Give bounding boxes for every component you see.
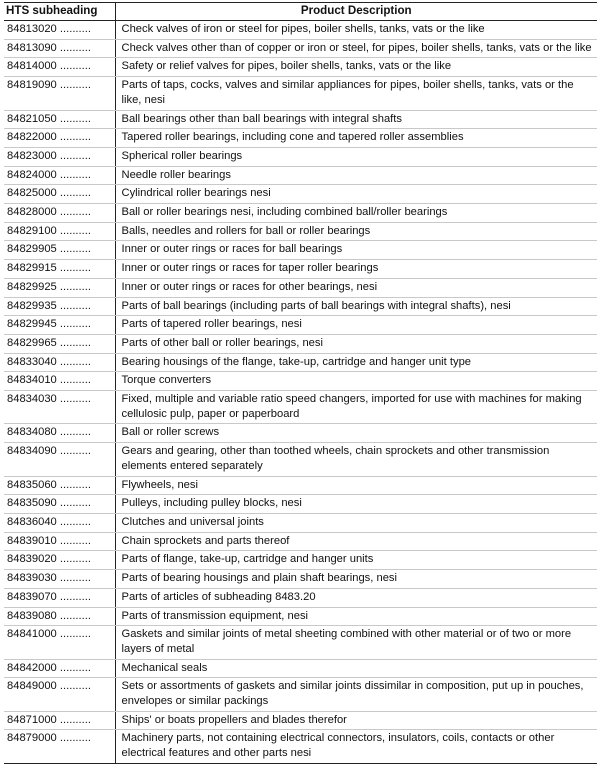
hts-code-cell: 84829945 .......... (4, 316, 115, 335)
product-description-cell: Check valves of iron or steel for pipes, boiler shells, tanks, vats or the like (115, 21, 597, 40)
table-row (4, 147, 597, 166)
product-description-cell: Inner or outer rings or races for ball bearings (115, 241, 597, 260)
hts-code-cell: 84825000 .......... (4, 185, 115, 204)
product-description-cell: Parts of articles of subheading 8483.20 (115, 588, 597, 607)
hts-code-cell: 84824000 .......... (4, 166, 115, 185)
hts-code-cell: 84828000 .......... (4, 204, 115, 223)
table-row (4, 129, 597, 148)
table-body (4, 21, 597, 764)
product-description-cell: Cylindrical roller bearings nesi (115, 185, 597, 204)
hts-code-cell: 84835090 .......... (4, 495, 115, 514)
product-description-cell: Check valves other than of copper or iron or steel, for pipes, boiler shells, tanks, vats or the like (115, 39, 597, 58)
hts-code-cell: 84813020 .......... (4, 21, 115, 40)
product-description-cell: Gaskets and similar joints of metal sheeting combined with other material or of two or more layers of metal (115, 626, 597, 659)
hts-table (4, 2, 597, 764)
product-description-cell: Spherical roller bearings (115, 147, 597, 166)
table-row (4, 77, 597, 110)
column-header-hts-subheading: HTS subheading (4, 3, 115, 21)
hts-code-cell: 84834090 .......... (4, 443, 115, 476)
hts-code-cell: 84823000 .......... (4, 147, 115, 166)
table-row (4, 607, 597, 626)
table-row (4, 659, 597, 678)
hts-code-cell: 84835060 .......... (4, 476, 115, 495)
table-row (4, 551, 597, 570)
product-description-cell: Parts of other ball or roller bearings, nesi (115, 334, 597, 353)
hts-code-cell: 84841000 .......... (4, 626, 115, 659)
table-row (4, 513, 597, 532)
table-row (4, 730, 597, 763)
product-description-cell: Bearing housings of the flange, take-up, cartridge and hanger unit type (115, 353, 597, 372)
table-row (4, 222, 597, 241)
product-description-cell: Ball or roller bearings nesi, including combined ball/roller bearings (115, 204, 597, 223)
product-description-cell: Parts of bearing housings and plain shaft bearings, nesi (115, 570, 597, 589)
hts-code-cell: 84871000 .......... (4, 711, 115, 730)
product-description-cell: Pulleys, including pulley blocks, nesi (115, 495, 597, 514)
table-row (4, 532, 597, 551)
product-description-cell: Ball or roller screws (115, 424, 597, 443)
table-row (4, 278, 597, 297)
product-description-cell: Balls, needles and rollers for ball or roller bearings (115, 222, 597, 241)
product-description-cell: Parts of tapered roller bearings, nesi (115, 316, 597, 335)
product-description-cell: Inner or outer rings or races for other bearings, nesi (115, 278, 597, 297)
product-description-cell: Fixed, multiple and variable ratio speed changers, imported for use with machines for making cellulosic pulp, paper or paperboard (115, 391, 597, 424)
product-description-cell: Mechanical seals (115, 659, 597, 678)
table-row (4, 21, 597, 40)
table-row (4, 166, 597, 185)
hts-code-cell: 84849000 .......... (4, 678, 115, 711)
table-row (4, 476, 597, 495)
hts-code-cell: 84839020 .......... (4, 551, 115, 570)
hts-code-cell: 84829905 .......... (4, 241, 115, 260)
table-header (4, 3, 597, 21)
hts-code-cell: 84829925 .......... (4, 278, 115, 297)
table-row (4, 260, 597, 279)
product-description-cell: Safety or relief valves for pipes, boiler shells, tanks, vats or the like (115, 58, 597, 77)
product-description-cell: Torque converters (115, 372, 597, 391)
table-row (4, 588, 597, 607)
table-row (4, 316, 597, 335)
hts-code-cell: 84829915 .......... (4, 260, 115, 279)
table-row (4, 185, 597, 204)
hts-code-cell: 84839080 .......... (4, 607, 115, 626)
table-row (4, 297, 597, 316)
hts-code-cell: 84822000 .......... (4, 129, 115, 148)
table-row (4, 334, 597, 353)
table-row (4, 626, 597, 659)
table-row (4, 391, 597, 424)
hts-code-cell: 84829965 .......... (4, 334, 115, 353)
table-row (4, 353, 597, 372)
hts-code-cell: 84842000 .......... (4, 659, 115, 678)
hts-code-cell: 84839010 .......... (4, 532, 115, 551)
column-header-product-description: Product Description (115, 3, 597, 21)
product-description-cell: Chain sprockets and parts thereof (115, 532, 597, 551)
table-row (4, 711, 597, 730)
hts-code-cell: 84829935 .......... (4, 297, 115, 316)
hts-code-cell: 84879000 .......... (4, 730, 115, 763)
hts-code-cell: 84834080 .......... (4, 424, 115, 443)
table-row (4, 241, 597, 260)
table-row (4, 372, 597, 391)
product-description-cell: Ships' or boats propellers and blades therefor (115, 711, 597, 730)
hts-code-cell: 84821050 .......... (4, 110, 115, 129)
hts-code-cell: 84813090 .......... (4, 39, 115, 58)
table-row (4, 58, 597, 77)
hts-code-cell: 84836040 .......... (4, 513, 115, 532)
product-description-cell: Inner or outer rings or races for taper roller bearings (115, 260, 597, 279)
product-description-cell: Parts of transmission equipment, nesi (115, 607, 597, 626)
product-description-cell: Parts of taps, cocks, valves and similar appliances for pipes, boiler shells, tanks, vats or the like, nesi (115, 77, 597, 110)
product-description-cell: Parts of ball bearings (including parts of ball bearings with integral shafts), nesi (115, 297, 597, 316)
hts-code-cell: 84833040 .......... (4, 353, 115, 372)
table-row (4, 424, 597, 443)
hts-code-cell: 84829100 .......... (4, 222, 115, 241)
table-row (4, 204, 597, 223)
table-row (4, 39, 597, 58)
product-description-cell: Tapered roller bearings, including cone and tapered roller assemblies (115, 129, 597, 148)
table-row (4, 495, 597, 514)
product-description-cell: Needle roller bearings (115, 166, 597, 185)
table-row (4, 678, 597, 711)
product-description-cell: Gears and gearing, other than toothed wheels, chain sprockets and other transmission elements entered separately (115, 443, 597, 476)
product-description-cell: Machinery parts, not containing electrical connectors, insulators, coils, contacts or other electrical features and other parts nesi (115, 730, 597, 763)
hts-code-cell: 84834030 .......... (4, 391, 115, 424)
product-description-cell: Ball bearings other than ball bearings with integral shafts (115, 110, 597, 129)
header-row (4, 3, 597, 21)
table-row (4, 443, 597, 476)
product-description-cell: Flywheels, nesi (115, 476, 597, 495)
table-row (4, 110, 597, 129)
hts-code-cell: 84834010 .......... (4, 372, 115, 391)
product-description-cell: Parts of flange, take-up, cartridge and hanger units (115, 551, 597, 570)
product-description-cell: Sets or assortments of gaskets and similar joints dissimilar in composition, put up in pouches, envelopes or similar packings (115, 678, 597, 711)
product-description-cell: Clutches and universal joints (115, 513, 597, 532)
hts-code-cell: 84819090 .......... (4, 77, 115, 110)
hts-code-cell: 84839070 .......... (4, 588, 115, 607)
hts-code-cell: 84814000 .......... (4, 58, 115, 77)
hts-code-cell: 84839030 .......... (4, 570, 115, 589)
table-row (4, 570, 597, 589)
